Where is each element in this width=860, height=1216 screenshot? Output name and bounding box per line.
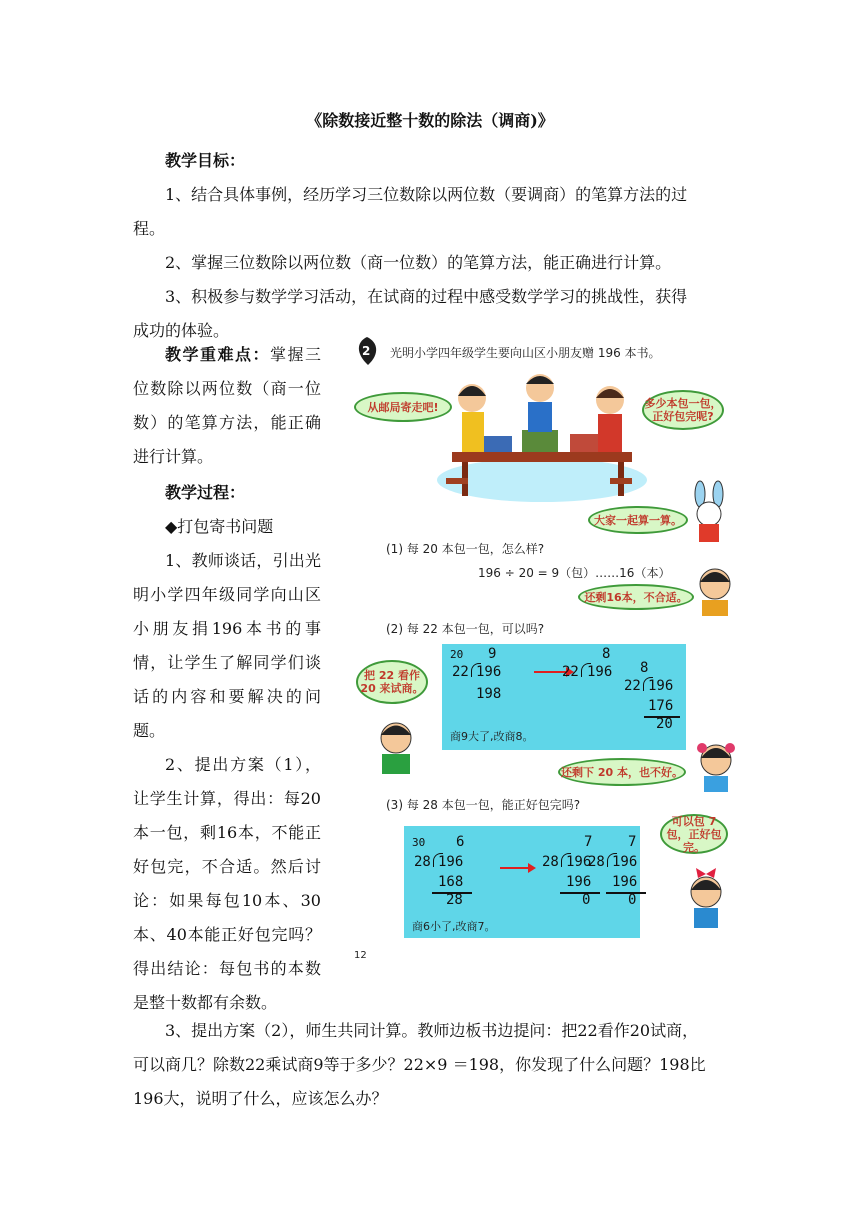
calc2a-divisor: 22 <box>452 664 469 680</box>
calc-panel-2 <box>442 644 686 750</box>
figure-page-number: 12 <box>354 950 367 961</box>
question-1: (1) 每 20 本包一包，怎么样? <box>386 542 545 556</box>
calc2b-quotient: 8 <box>602 646 611 662</box>
bubble-22-as-20: 把 22 看作 20 来试商。 <box>356 660 428 704</box>
calc3a-hint: 30 <box>412 836 426 849</box>
calc3b-dividend: 196 <box>566 854 592 870</box>
boy-icon <box>694 566 736 618</box>
process-heading: 教学过程： <box>165 483 246 502</box>
panel-2-note: 商9大了,改商8。 <box>450 730 534 743</box>
question-1-equation: 196 ÷ 20 = 9（包）……16（本） <box>478 566 671 580</box>
objective-1-line1: 1、结合具体事例，经历学习三位数除以两位数（要调商）的笔算方法的过 <box>165 185 688 204</box>
calc3a-dividend: 196 <box>438 854 464 870</box>
bubble-left20: 还剩下 20 本，也不好。 <box>558 758 686 786</box>
calc3c-divisor: 28 <box>588 854 605 870</box>
objective-3-line1: 3、积极参与数学学习活动，在试商的过程中感受数学学习的挑战性，获得 <box>165 287 688 306</box>
calc2c-divisor: 22 <box>624 678 641 694</box>
calc2c-quotient: 8 <box>640 660 649 676</box>
panel-3-note: 商6小了,改商7。 <box>412 920 496 933</box>
calc2a-hint: 20 <box>450 648 464 661</box>
process-3-line2: 可以商几？除数22乘试商9等于多少？22×9 ＝198，你发现了什么问题？198比 <box>133 1055 706 1074</box>
textbook-figure <box>352 330 742 970</box>
process-1: 1、教师谈话，引出光明小学四年级同学向山区小朋友捐196本书的事情，让学生了解同学们谈话的内容和要解决的问题。 <box>133 551 321 740</box>
page-title: 《除数接近整十数的除法（调商)》 <box>306 111 554 130</box>
calc2a-product: 198 <box>476 686 502 702</box>
calc3b-remainder: 0 <box>582 892 591 908</box>
bubble-post: 从邮局寄走吧! <box>354 392 452 422</box>
calc2c-remainder: 20 <box>656 716 673 732</box>
objective-2: 2、掌握三位数除以两位数（商一位数）的笔算方法，能正确进行计算。 <box>165 253 672 272</box>
arrow-icon <box>498 862 538 874</box>
calc3b-product: 196 <box>566 874 592 890</box>
calc2c-product: 176 <box>648 698 674 714</box>
calc2a-quotient: 9 <box>488 646 497 662</box>
bubble-left16: 还剩16本，不合适。 <box>578 584 694 610</box>
children-table-illustration <box>432 370 662 510</box>
calc3c-quotient: 7 <box>628 834 637 850</box>
girl-bow-icon <box>682 864 728 930</box>
process-2: 2、提出方案（1），让学生计算，得出：每20本一包，剩16本，不能正好包完，不合适。然后讨论：如果每包10本、30本、40本能正好包完吗？得出结论：每包书的本数是整十数都有余数。 <box>133 755 321 1012</box>
calc2b-divisor: 22 <box>562 664 579 680</box>
process-3-line1: 3、提出方案（2），师生共同计算。教师边板书边提问：把22看作20试商， <box>165 1021 699 1040</box>
calc3a-remainder: 28 <box>446 892 463 908</box>
rabbit-icon <box>688 480 732 544</box>
calc2c-dividend: 196 <box>648 678 674 694</box>
key-points-heading: 教学重难点： <box>165 345 270 364</box>
key-points-text: 掌握三位数除以两位数（商一位数）的笔算方法，能正确进行计算。 <box>133 345 321 466</box>
calc3a-quotient: 6 <box>456 834 465 850</box>
girl-icon <box>694 740 738 794</box>
question-3: (3) 每 28 本包一包，能正好包完吗? <box>386 798 581 812</box>
objectives-heading: 教学目标： <box>165 151 246 170</box>
objective-1-line2: 程。 <box>133 219 166 238</box>
calc3c-remainder: 0 <box>628 892 637 908</box>
bubble-ok7: 可以包 7 包，正好包完。 <box>660 814 728 854</box>
bubble-together: 大家一起算一算。 <box>588 506 688 534</box>
badge-number: 2 <box>362 344 371 358</box>
left-column <box>133 338 321 1020</box>
question-2: (2) 每 22 本包一包，可以吗? <box>386 622 545 636</box>
process-3-line3: 196大，说明了什么，应该怎么办？ <box>133 1089 388 1108</box>
calc-panel-3 <box>404 826 640 938</box>
calc2a-dividend: 196 <box>476 664 502 680</box>
bubble-howmany: 多少本包一包，正好包完呢? <box>642 390 724 430</box>
calc2b-dividend: 196 <box>587 664 613 680</box>
figure-header: 光明小学四年级学生要向山区小朋友赠 196 本书。 <box>390 346 661 360</box>
calc3b-divisor: 28 <box>542 854 559 870</box>
objective-3-line2: 成功的体验。 <box>133 321 230 340</box>
calc3c-dividend: 196 <box>612 854 638 870</box>
calc3a-product: 168 <box>438 874 464 890</box>
calc3c-product: 196 <box>612 874 638 890</box>
bullet-item: ◆打包寄书问题 <box>165 517 274 536</box>
calc3b-quotient: 7 <box>584 834 593 850</box>
boy-green-icon <box>374 720 418 776</box>
calc3a-divisor: 28 <box>414 854 431 870</box>
